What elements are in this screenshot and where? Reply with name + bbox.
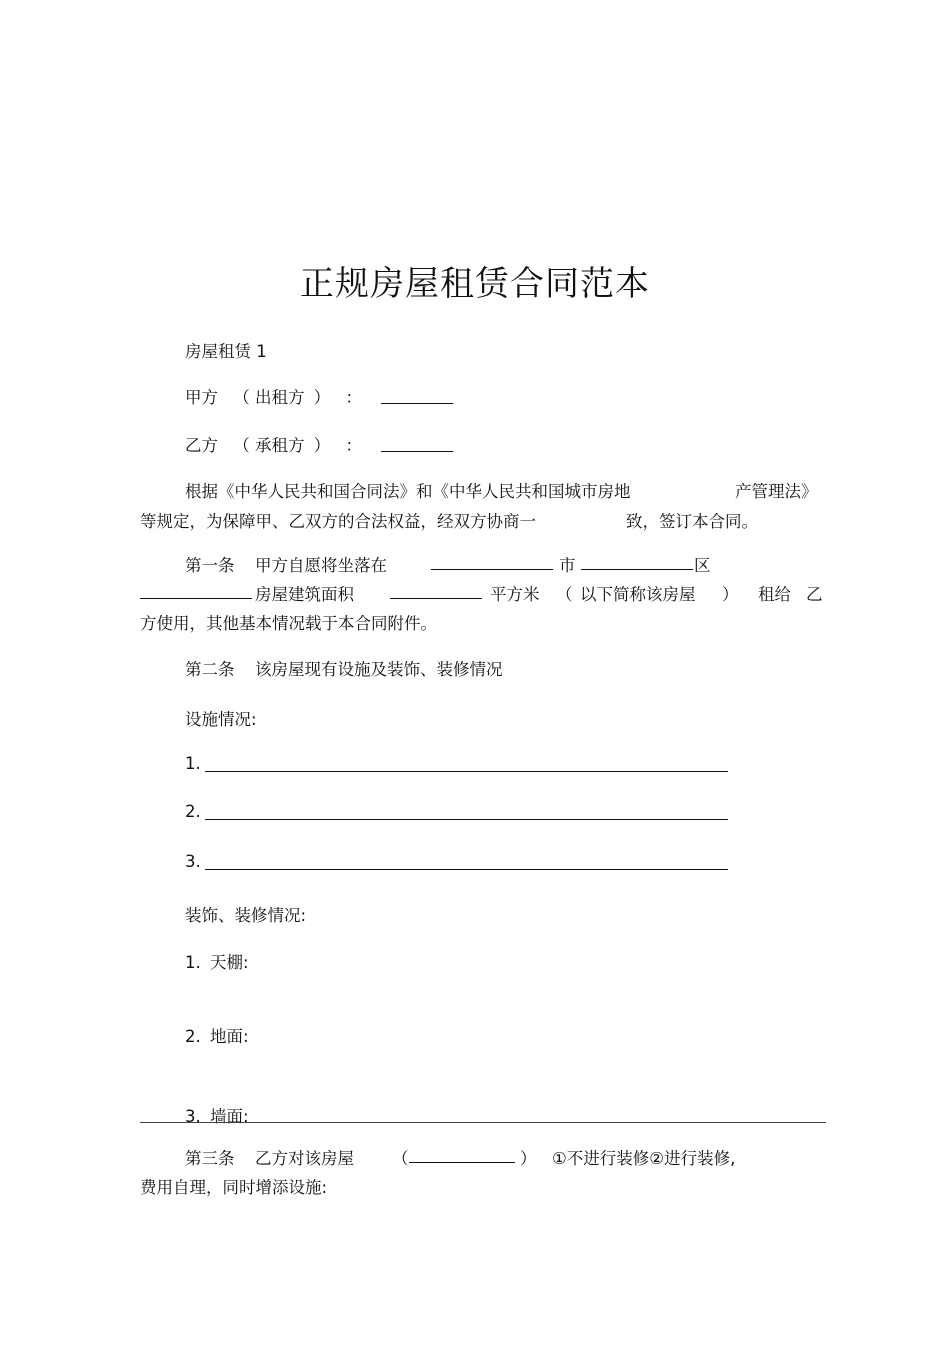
facility-item-1-num: 1.: [185, 754, 201, 773]
article3-paren-close: ）: [520, 1149, 537, 1168]
facility-item-3-blank[interactable]: [205, 855, 728, 870]
article1-text1: 甲方自愿将坐落在: [255, 556, 387, 575]
article1-paren-open: （: [556, 585, 573, 604]
article1-line3: 方使用，其他基本情况载于本合同附件。: [140, 614, 437, 633]
article1-area-blank[interactable]: [390, 584, 482, 599]
decoration-item-3-num: 3.: [185, 1107, 201, 1126]
party-b-blank[interactable]: [381, 437, 453, 452]
party-a-label: 甲方: [185, 388, 218, 407]
decoration-item-1-text: 天棚:: [210, 953, 249, 972]
article1-lease-to: 租给: [758, 585, 791, 604]
facility-item-2-num: 2.: [185, 802, 201, 821]
party-a-blank[interactable]: [381, 389, 453, 404]
heading: 房屋租赁 1: [185, 342, 267, 361]
article1-paren-close: ）: [722, 585, 739, 604]
facility-item-3-num: 3.: [185, 852, 201, 871]
decoration-item-2-text: 地面:: [210, 1027, 249, 1046]
party-b-line: [185, 432, 362, 456]
party-a-paren-close: ）: [313, 388, 331, 407]
article3-choice-blank[interactable]: [409, 1148, 515, 1163]
party-a-line: [185, 384, 362, 408]
party-b-role: 承租方: [255, 436, 305, 455]
article1-aka: 以下简称该房屋: [580, 585, 696, 604]
article1-location-blank[interactable]: [431, 555, 553, 570]
decoration-item-3: [185, 1103, 249, 1127]
facilities-label: 设施情况:: [185, 710, 257, 729]
section-divider: [140, 1122, 826, 1123]
party-a-paren-open: （: [233, 388, 250, 407]
article1-district: 区: [694, 556, 711, 575]
article1-lead: 第一条: [185, 556, 235, 575]
article1-city-blank[interactable]: [581, 555, 693, 570]
article3-paren-open: （: [392, 1149, 409, 1168]
article3-lead: 第三条: [185, 1149, 235, 1168]
facility-item-1-blank[interactable]: [205, 757, 728, 772]
decoration-item-2: [185, 1023, 249, 1047]
decoration-label: 装饰、装修情况:: [185, 906, 307, 925]
article1-city: 市: [559, 556, 576, 575]
party-b-paren-open: （: [233, 436, 250, 455]
article1-unit: 平方米: [490, 585, 540, 604]
decoration-item-1-num: 1.: [185, 953, 201, 972]
intro-line2a: 等规定，为保障甲、乙双方的合法权益，经双方协商一: [140, 512, 536, 531]
party-a-colon: ：: [345, 388, 362, 407]
intro-line1a: 根据《中华人民共和国合同法》和《中华人民共和国城市房地: [185, 482, 631, 501]
party-a-role: 出租方: [255, 388, 305, 407]
facility-item-2-blank[interactable]: [205, 805, 728, 820]
decoration-item-2-num: 2.: [185, 1027, 201, 1046]
article1-text2: 房屋建筑面积: [255, 585, 354, 604]
decoration-item-3-text: 墙面:: [210, 1107, 249, 1126]
party-b-label: 乙方: [185, 436, 218, 455]
article3-options: ①不进行装修②进行装修,: [552, 1149, 736, 1168]
article1-party: 乙: [806, 585, 823, 604]
article2-text: 该房屋现有设施及装饰、装修情况: [255, 660, 503, 679]
intro-line1b: 产管理法》: [735, 482, 818, 501]
article2-lead: 第二条: [185, 660, 235, 679]
party-b-colon: ：: [345, 436, 362, 455]
article1-district-blank[interactable]: [140, 584, 252, 599]
article3-text1: 乙方对该房屋: [255, 1149, 354, 1168]
decoration-item-1: [185, 949, 249, 973]
page-title: 正规房屋租赁合同范本: [300, 264, 650, 304]
intro-line2b: 致，签订本合同。: [626, 512, 758, 531]
article3-line2: 费用自理，同时增添设施:: [140, 1178, 328, 1197]
party-b-paren-close: ）: [313, 436, 331, 455]
